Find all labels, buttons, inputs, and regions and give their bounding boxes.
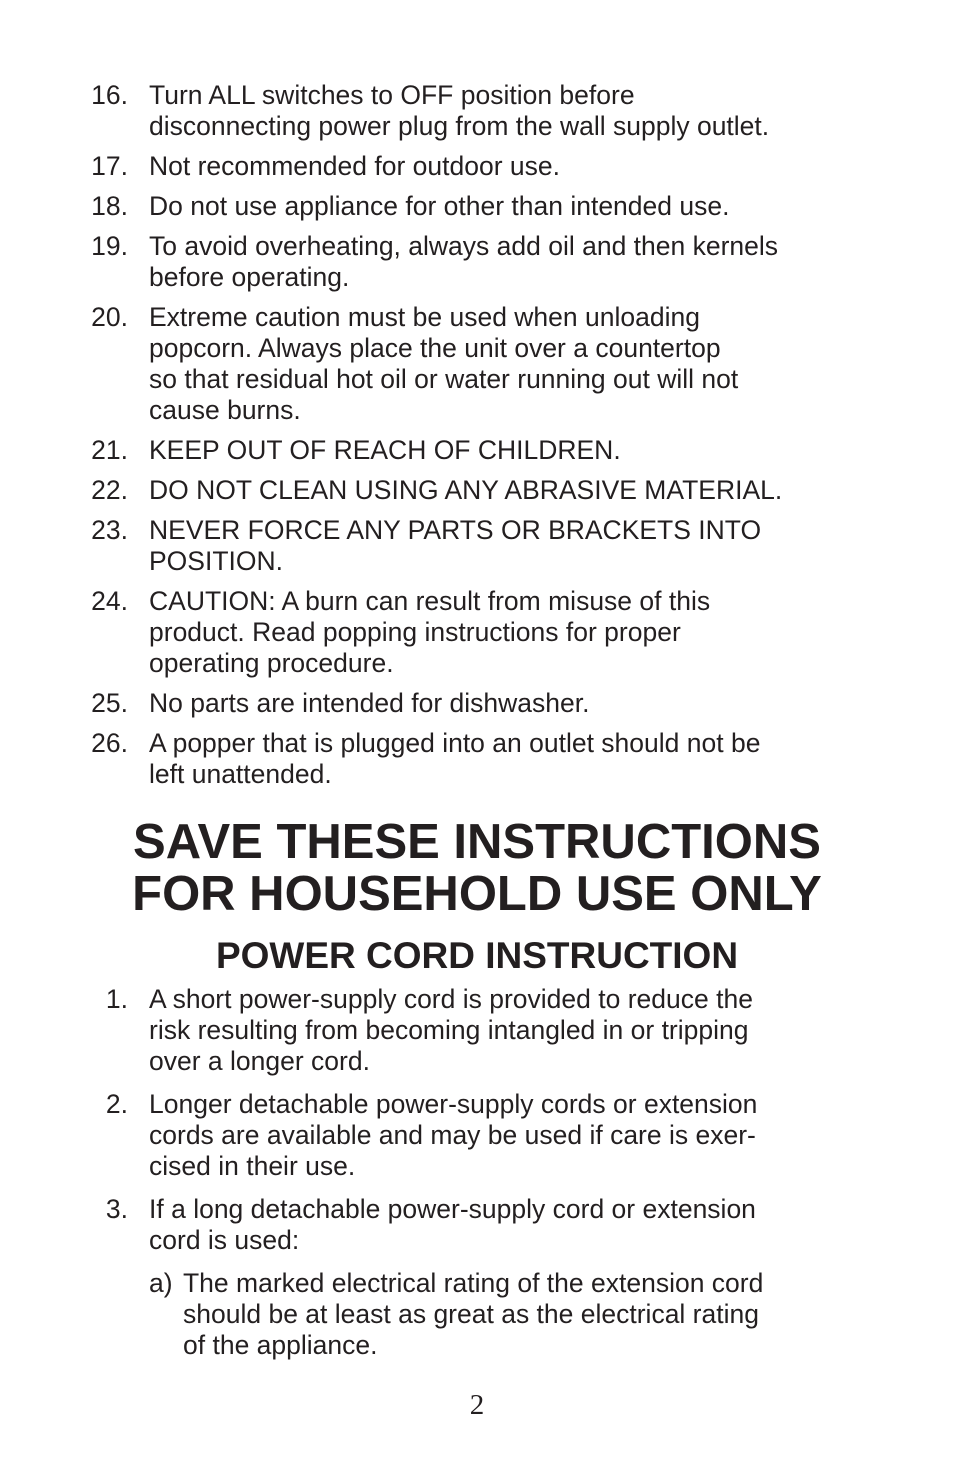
list-item [0, 231, 954, 293]
list-item [0, 688, 954, 719]
list-item [0, 728, 954, 790]
item-text: If a long detachable power-supply cord or extension cord is used: [149, 1194, 756, 1255]
list-item [0, 151, 954, 182]
save-heading-line-1: SAVE THESE INSTRUCTIONS [133, 815, 821, 869]
list-item [0, 302, 954, 426]
list-item [0, 80, 954, 142]
safety-instructions-list [0, 80, 954, 799]
item-number: 17. [91, 151, 128, 181]
item-text: A popper that is plugged into an outlet should not be left unattended. [149, 728, 761, 789]
item-number: 20. [91, 302, 128, 332]
list-item [0, 1089, 954, 1182]
item-text: Do not use appliance for other than intended use. [149, 191, 730, 221]
item-number: 26. [91, 728, 128, 758]
list-item [0, 475, 954, 506]
list-item [0, 1194, 954, 1256]
item-text: A short power-supply cord is provided to reduce the risk resulting from becoming intangled in or tripping over a longer cord. [149, 984, 753, 1076]
list-item [0, 435, 954, 466]
item-text: Turn ALL switches to OFF position before disconnecting power plug from the wall supply outlet. [149, 80, 770, 141]
item-text: Longer detachable power-supply cords or extension cords are available and may be used if care is exer- cised in their use. [149, 1089, 758, 1181]
list-item [0, 984, 954, 1077]
item-number: 24. [91, 586, 128, 616]
item-number: 3. [105, 1194, 128, 1224]
save-heading-line-2: FOR HOUSEHOLD USE ONLY [132, 867, 822, 921]
item-text: NEVER FORCE ANY PARTS OR BRACKETS INTO POSITION. [149, 515, 762, 576]
item-number: 2. [105, 1089, 128, 1119]
sub-list-item [0, 1268, 954, 1361]
list-item [0, 586, 954, 679]
item-number: 1. [105, 984, 128, 1014]
sub-item-text: The marked electrical rating of the extension cord should be at least as great as the electrical rating of the appliance. [183, 1268, 764, 1360]
item-text: Not recommended for outdoor use. [149, 151, 560, 181]
item-number: 25. [91, 688, 128, 718]
item-text: DO NOT CLEAN USING ANY ABRASIVE MATERIAL. [149, 475, 783, 505]
item-text: CAUTION: A burn can result from misuse of this product. Read popping instructions for proper operating procedure. [149, 586, 711, 678]
power-cord-heading: POWER CORD INSTRUCTION [215, 935, 739, 976]
item-number: 23. [91, 515, 128, 545]
item-number: 18. [91, 191, 128, 221]
item-text: Extreme caution must be used when unloading popcorn. Always place the unit over a countertop so that residual hot oil or water running out will not cause burns. [149, 302, 739, 425]
item-number: 21. [91, 435, 128, 465]
item-text: To avoid overheating, always add oil and then kernels before operating. [149, 231, 779, 292]
save-instructions-heading [0, 816, 954, 920]
list-item [0, 515, 954, 577]
item-number: 22. [91, 475, 128, 505]
sub-item-label: a) [149, 1268, 173, 1298]
page-number: 2 [469, 1389, 485, 1421]
item-number: 19. [91, 231, 128, 261]
item-text: No parts are intended for dishwasher. [149, 688, 590, 718]
item-text: KEEP OUT OF REACH OF CHILDREN. [149, 435, 621, 465]
power-cord-instructions-list [0, 984, 954, 1361]
list-item [0, 191, 954, 222]
item-number: 16. [91, 80, 128, 110]
